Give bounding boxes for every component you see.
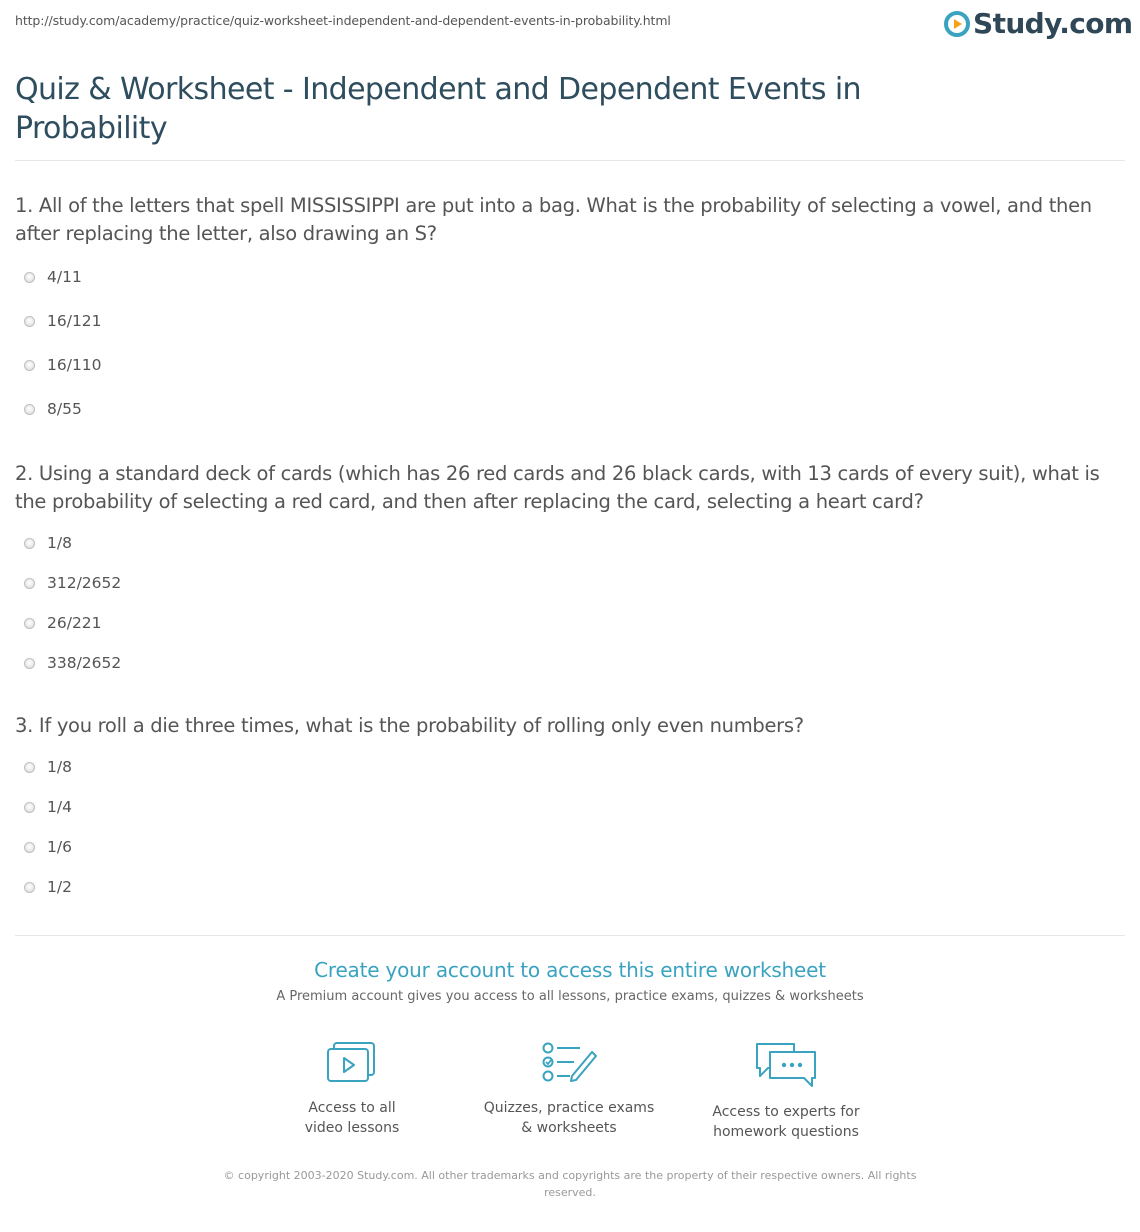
option-q1-c[interactable] [24, 356, 102, 374]
page-url: http://study.com/academy/practice/quiz-worksheet-independent-and-dependent-events-in-probability.html [15, 13, 671, 28]
radio-button[interactable] [24, 658, 35, 669]
option-label: 8/55 [47, 400, 82, 418]
radio-button[interactable] [24, 316, 35, 327]
option-q1-b[interactable] [24, 312, 102, 330]
feature-video-lessons [252, 1040, 452, 1138]
option-label: 16/121 [47, 312, 102, 330]
logo-text: Study.com [973, 7, 1133, 40]
option-label: 312/2652 [47, 574, 122, 592]
question-3: 3. If you roll a die three times, what is the probability of rolling only even numbers? [15, 714, 804, 737]
option-q3-a[interactable] [24, 758, 72, 776]
option-label: 1/8 [47, 534, 72, 552]
divider [15, 160, 1125, 161]
divider [15, 935, 1125, 936]
radio-button[interactable] [24, 618, 35, 629]
option-q2-a[interactable] [24, 534, 72, 552]
option-q3-c[interactable] [24, 838, 72, 856]
create-account-link[interactable]: Create your account to access this entire worksheet [314, 958, 826, 982]
radio-button[interactable] [24, 538, 35, 549]
feature-label: Access to all video lessons [304, 1100, 400, 1136]
chat-bubbles-icon [754, 1040, 818, 1090]
option-label: 1/6 [47, 838, 72, 856]
radio-button[interactable] [24, 802, 35, 813]
top-bar [0, 0, 1140, 50]
option-q3-b[interactable] [24, 798, 72, 816]
option-label: 1/8 [47, 758, 72, 776]
option-q2-b[interactable] [24, 574, 121, 592]
quiz-checklist-icon [540, 1040, 598, 1086]
page-title: Quiz & Worksheet - Independent and Dependent Events in Probability [15, 72, 861, 146]
option-q2-d[interactable] [24, 654, 121, 672]
option-q1-a[interactable] [24, 268, 82, 286]
radio-button[interactable] [24, 762, 35, 773]
option-label: 16/110 [47, 356, 102, 374]
radio-button[interactable] [24, 842, 35, 853]
feature-experts [686, 1040, 886, 1142]
radio-button[interactable] [24, 360, 35, 371]
option-q1-d[interactable] [24, 400, 82, 418]
option-label: 26/221 [47, 614, 102, 632]
question-1: 1. All of the letters that spell MISSISSIPPI are put into a bag. What is the probability of selecting a vowel, and then after replacing the letter, also drawing an S? [15, 194, 1092, 245]
feature-label: Quizzes, practice exams & worksheets [483, 1100, 655, 1136]
option-label: 1/4 [47, 798, 72, 816]
option-q2-c[interactable] [24, 614, 102, 632]
copyright-text: © copyright 2003-2020 Study.com. All other trademarks and copyrights are the property of their respective owners. All rights reserved. [223, 1169, 917, 1199]
play-circle-icon [944, 11, 970, 37]
radio-button[interactable] [24, 578, 35, 589]
radio-button[interactable] [24, 272, 35, 283]
radio-button[interactable] [24, 404, 35, 415]
feature-quizzes [469, 1040, 669, 1138]
option-label: 338/2652 [47, 654, 122, 672]
question-2: 2. Using a standard deck of cards (which has 26 red cards and 26 black cards, with 13 cards of every suit), what is the probability of selecting a red card, and then after replacing the card, selecting a heart card? [15, 462, 1100, 513]
premium-description: A Premium account gives you access to all lessons, practice exams, quizzes & worksheets [276, 989, 864, 1004]
option-q3-d[interactable] [24, 878, 72, 896]
option-label: 4/11 [47, 268, 82, 286]
radio-button[interactable] [24, 882, 35, 893]
option-label: 1/2 [47, 878, 72, 896]
study-logo[interactable] [944, 6, 1132, 42]
feature-label: Access to experts for homework questions [712, 1104, 860, 1140]
video-lessons-icon [325, 1040, 379, 1086]
